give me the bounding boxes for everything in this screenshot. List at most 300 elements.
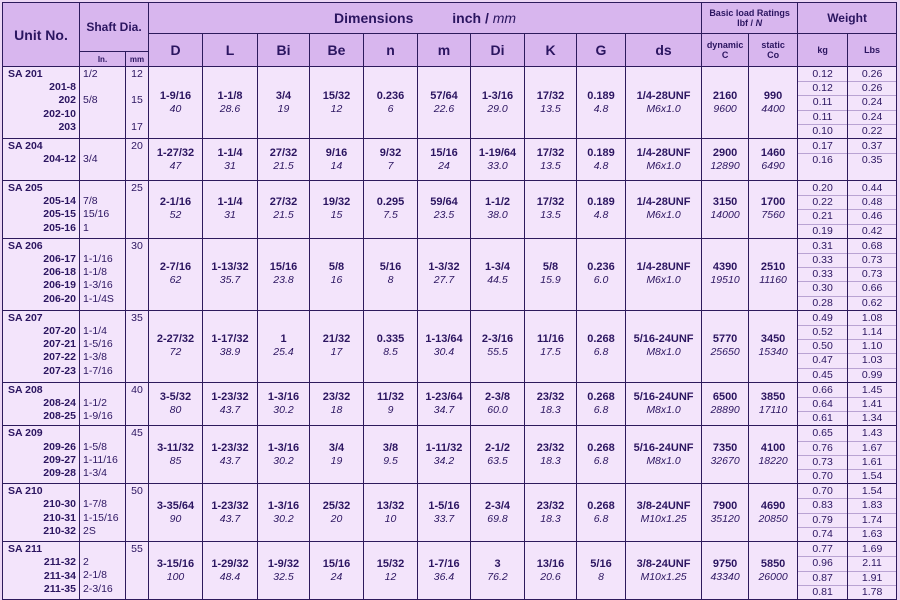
dim-col-header: Di <box>471 34 525 67</box>
unit-group-row <box>3 139 897 181</box>
dim-inch: 11/32 <box>377 391 404 404</box>
weight-value: 0.73 <box>798 456 847 470</box>
unit-number: 207-21 <box>43 338 76 351</box>
dim-mm: 6.8 <box>593 346 609 359</box>
dim-mm: 4.8 <box>593 102 609 115</box>
dim-inch: 1 <box>280 333 287 346</box>
dim-inch: 5/16-24UNF <box>633 333 694 346</box>
dim-cell-be <box>310 238 364 310</box>
shaft-inch: 2-1/8 <box>83 569 107 582</box>
dim-mm: M6x1.0 <box>646 102 681 115</box>
weight-value: 0.45 <box>812 368 833 381</box>
unit-group-row <box>3 310 897 382</box>
weight-kg <box>798 238 848 310</box>
static-rating <box>749 238 798 310</box>
dim-mm: 13.5 <box>540 159 561 172</box>
dynamic-lbf: 2900 <box>712 146 738 159</box>
weight-value: 0.22 <box>798 196 847 210</box>
dim-cell-n <box>364 139 418 181</box>
shaft-inch: 5/8 <box>83 94 98 107</box>
dim-cell-l <box>203 382 258 426</box>
dim-cell-n <box>364 382 418 426</box>
dim-cell-k <box>525 67 577 139</box>
dim-inch: 2-7/16 <box>159 261 192 274</box>
dim-inch: 3-35/64 <box>156 499 195 512</box>
dim-cell-bi <box>258 310 310 382</box>
dim-mm: 18.3 <box>540 512 561 525</box>
dim-cell-l <box>203 310 258 382</box>
dim-mm: 44.5 <box>487 274 508 287</box>
dynamic-n: 25650 <box>710 346 740 359</box>
static-lbf: 3450 <box>760 333 786 346</box>
dim-cell-n <box>364 484 418 542</box>
dim-cell-ds <box>626 542 702 600</box>
dim-cell-di <box>471 67 525 139</box>
dim-cell-n <box>364 67 418 139</box>
unit-group-row <box>3 542 897 600</box>
dim-inch: 0.236 <box>587 261 615 274</box>
weight-kg <box>798 382 848 426</box>
dim-mm: 100 <box>166 570 185 583</box>
weight-value: 0.42 <box>861 224 883 237</box>
dim-cell-be <box>310 382 364 426</box>
weight-value: 0.77 <box>798 543 847 557</box>
dim-cell-d <box>149 181 203 239</box>
dim-mm: 34.2 <box>433 454 455 467</box>
dynamic-n: 9600 <box>713 102 737 115</box>
dynamic-n: 43340 <box>710 570 740 583</box>
dim-cell-g <box>577 310 626 382</box>
dim-cell-be <box>310 484 364 542</box>
static-lbf: 4100 <box>760 441 786 454</box>
dim-mm: 60.0 <box>487 404 508 417</box>
dim-cell-d <box>149 382 203 426</box>
weight-value: 0.64 <box>798 398 847 412</box>
dim-inch: 3/8-24UNF <box>636 557 691 570</box>
dim-cell-l <box>203 484 258 542</box>
dim-mm: 18.3 <box>540 454 561 467</box>
dim-mm: 30.4 <box>433 346 455 359</box>
shaft-inch <box>83 121 125 134</box>
unit-group-row <box>3 238 897 310</box>
dim-inch: 17/32 <box>536 196 565 209</box>
dynamic-lbf: 3150 <box>712 196 738 209</box>
weight-value: 0.17 <box>798 140 847 154</box>
weight-kg <box>798 542 848 600</box>
dim-cell-k <box>525 382 577 426</box>
dim-inch: 57/64 <box>430 89 458 102</box>
dim-mm: 80 <box>169 404 182 417</box>
unit-group-row <box>3 484 897 542</box>
dim-cell-bi <box>258 181 310 239</box>
unit-group-row <box>3 382 897 426</box>
dynamic-n: 14000 <box>710 209 740 222</box>
shaft-inch-values <box>80 542 126 600</box>
unit-number: 207-23 <box>43 364 76 377</box>
unit-number: 205-14 <box>43 195 76 208</box>
weight-value: 0.16 <box>812 154 833 167</box>
dim-mm: 18.3 <box>540 404 561 417</box>
static-lbf: 2510 <box>760 261 786 274</box>
dim-inch: 5/16 <box>379 261 402 274</box>
weight-value: 1.54 <box>861 470 883 483</box>
unit-number: 207-20 <box>43 325 76 338</box>
dim-cell-be <box>310 542 364 600</box>
shaft-inch: 1-1/8 <box>83 266 107 279</box>
dim-mm: 69.8 <box>487 512 508 525</box>
unit-number: SA 201 <box>8 68 43 80</box>
unit-number: SA 207 <box>8 311 43 324</box>
unit-numbers <box>3 426 80 484</box>
dynamic-lbf: 5770 <box>712 333 738 346</box>
dim-mm: M10x1.25 <box>640 570 687 583</box>
weight-value: 0.83 <box>798 499 847 513</box>
unit-group-row <box>3 426 897 484</box>
dim-mm: M6x1.0 <box>646 159 681 172</box>
unit-group-row <box>3 181 897 239</box>
dim-cell-ds <box>626 139 702 181</box>
dim-col-header: n <box>364 34 418 67</box>
dim-inch: 5/16-24UNF <box>633 441 694 454</box>
dim-inch: 1-29/32 <box>211 557 249 570</box>
dim-inch: 1/4-28UNF <box>636 261 691 274</box>
unit-number: 208-25 <box>43 410 76 423</box>
weight-value: 1.69 <box>848 543 896 557</box>
shaft-inch: 1-1/16 <box>83 253 113 266</box>
dim-cell-k <box>525 139 577 181</box>
dim-inch: 3/4 <box>275 89 292 102</box>
static-rating <box>749 67 798 139</box>
shaft-inch <box>83 543 125 556</box>
dim-col-header: Be <box>310 34 364 67</box>
weight-value: 0.73 <box>848 268 896 282</box>
shaft-inch: 1-3/4 <box>83 467 107 480</box>
weight-value: 0.11 <box>798 96 847 110</box>
static-n: 20850 <box>758 512 788 525</box>
dim-cell-l <box>203 67 258 139</box>
bearing-spec-table <box>2 2 897 600</box>
dim-mm: 6.8 <box>593 404 609 417</box>
dim-cell-ds <box>626 484 702 542</box>
shaft-inch <box>83 182 125 195</box>
unit-number: 210-31 <box>43 511 76 524</box>
dim-inch: 15/32 <box>322 89 351 102</box>
shaft-inch <box>83 240 125 253</box>
weight-lbs <box>848 238 897 310</box>
dim-mm: 9 <box>387 404 394 417</box>
dim-inch: 1-3/16 <box>267 391 300 404</box>
dim-col-header: D <box>149 34 203 67</box>
weight-value: 1.45 <box>848 384 896 398</box>
shaft-inch: 1 <box>83 221 89 234</box>
dim-mm: 48.4 <box>219 570 241 583</box>
unit-number: 206-19 <box>43 279 76 292</box>
dim-mm: 6.8 <box>593 512 609 525</box>
dynamic-n: 19510 <box>710 274 740 287</box>
dim-inch: 1/4-28UNF <box>636 196 691 209</box>
dim-mm: 55.5 <box>487 346 508 359</box>
weight-value: 0.62 <box>861 296 883 309</box>
static-lbf: 4690 <box>760 499 786 512</box>
dim-cell-di <box>471 542 525 600</box>
weight-lbs <box>848 67 897 139</box>
dim-inch: 19/32 <box>322 196 351 209</box>
unit-number: 210-32 <box>43 524 76 537</box>
dynamic-lbf: 7900 <box>712 499 738 512</box>
static-n: 26000 <box>758 570 788 583</box>
static-lbf: 1700 <box>760 196 786 209</box>
dim-cell-g <box>577 426 626 484</box>
unit-numbers <box>3 139 80 181</box>
dynamic-lbf: 7350 <box>712 441 738 454</box>
dim-inch: 3/8-24UNF <box>636 499 691 512</box>
weight-value: 0.76 <box>798 442 847 456</box>
dim-mm: 15.9 <box>540 274 561 287</box>
dim-mm: 18 <box>330 404 343 417</box>
dim-cell-bi <box>258 542 310 600</box>
weight-value: 0.26 <box>848 68 896 82</box>
shaft-mm: 35 <box>126 310 149 382</box>
unit-numbers <box>3 67 80 139</box>
dim-cell-m <box>418 67 471 139</box>
weight-value: 0.61 <box>812 412 833 425</box>
dim-inch: 11/16 <box>537 333 564 346</box>
shaft-mm: 55 <box>126 542 149 600</box>
weight-lbs <box>848 139 897 181</box>
shaft-inch: 1-5/8 <box>83 440 107 453</box>
dim-mm: 28.6 <box>219 102 241 115</box>
weight-value: 0.11 <box>798 111 847 125</box>
static-n: 11160 <box>759 274 787 287</box>
dim-cell-d <box>149 238 203 310</box>
weight-value: 0.47 <box>798 354 847 368</box>
dim-inch: 5/16 <box>590 557 612 570</box>
weight-header: Weight <box>798 3 897 34</box>
dim-inch: 0.189 <box>587 89 615 102</box>
shaft-inch: 1-11/16 <box>83 453 118 466</box>
dim-mm: 21.5 <box>273 209 294 222</box>
weight-value: 0.33 <box>798 268 847 282</box>
unit-number: 210-30 <box>43 498 76 511</box>
dynamic-lbf: 2160 <box>712 89 738 102</box>
dim-cell-m <box>418 181 471 239</box>
unit-number: 204-12 <box>43 153 76 166</box>
dynamic-rating <box>702 484 749 542</box>
dim-inch: 27/32 <box>269 146 298 159</box>
weight-value: 0.10 <box>812 124 833 137</box>
unit-number: 205-15 <box>43 208 76 221</box>
dim-inch: 9/32 <box>379 146 402 159</box>
dim-mm: 4.8 <box>593 159 609 172</box>
dim-inch: 0.335 <box>376 333 405 346</box>
dim-col-header: ds <box>626 34 702 67</box>
dim-mm: 36.4 <box>433 570 455 583</box>
shaft-inch-values <box>80 181 126 239</box>
dim-inch: 1-9/16 <box>159 89 192 102</box>
dim-inch: 1/4-28UNF <box>636 146 691 159</box>
dim-mm: 90 <box>169 512 182 525</box>
dim-col-header: Bi <box>258 34 310 67</box>
dim-cell-ds <box>626 67 702 139</box>
dim-mm: 16 <box>330 274 343 287</box>
weight-value: 0.24 <box>848 96 896 110</box>
dim-inch: 1-19/64 <box>478 146 517 159</box>
shaft-inch: 1-1/2 <box>83 397 107 410</box>
dim-inch: 2-27/32 <box>156 333 195 346</box>
dim-inch: 27/32 <box>269 196 298 209</box>
dynamic-rating <box>702 139 749 181</box>
dim-inch: 15/16 <box>322 557 351 570</box>
static-n: 17110 <box>758 404 788 417</box>
dim-col-header: L <box>203 34 258 67</box>
shaft-inch: 1-3/16 <box>83 279 113 292</box>
dim-mm: 19 <box>277 102 290 115</box>
dim-mm: 17.5 <box>540 346 561 359</box>
unit-number: 209-28 <box>43 467 76 480</box>
dim-mm: 35.7 <box>219 274 241 287</box>
weight-value: 0.20 <box>798 182 847 196</box>
weight-value: 0.12 <box>798 82 847 96</box>
dim-cell-ds <box>626 426 702 484</box>
weight-value: 1.83 <box>848 499 896 513</box>
dim-inch: 13/32 <box>376 499 405 512</box>
dynamic-n: 28890 <box>710 404 740 417</box>
dim-inch: 9/16 <box>325 146 348 159</box>
dim-cell-l <box>203 181 258 239</box>
shaft-inch: 1-7/16 <box>83 364 113 377</box>
dim-inch: 2-3/8 <box>484 391 511 404</box>
dim-mm: 24 <box>438 159 450 172</box>
dim-mm: 10 <box>384 512 397 525</box>
static-rating <box>749 542 798 600</box>
unit-numbers <box>3 181 80 239</box>
shaft-inch <box>83 108 125 121</box>
dim-inch: 3-15/16 <box>156 557 195 570</box>
weight-value: 0.73 <box>848 254 896 268</box>
dim-mm: 24 <box>330 570 343 583</box>
weight-kg <box>798 310 848 382</box>
shaft-inch <box>83 384 125 397</box>
dim-mm: 23.8 <box>273 274 294 287</box>
dim-inch: 1-3/16 <box>267 499 300 512</box>
dim-inch: 17/32 <box>536 146 565 159</box>
dim-cell-d <box>149 426 203 484</box>
weight-kg <box>798 139 848 181</box>
dim-mm: 12 <box>330 102 343 115</box>
dim-inch: 0.189 <box>587 196 615 209</box>
dim-inch: 21/32 <box>322 333 351 346</box>
dim-mm: M8x1.0 <box>646 454 681 467</box>
unit-number: SA 210 <box>8 485 43 498</box>
unit-number: SA 209 <box>8 427 43 440</box>
dim-cell-ds <box>626 310 702 382</box>
dim-cell-g <box>577 181 626 239</box>
dim-inch: 2-1/2 <box>484 441 511 454</box>
weight-lbs <box>848 426 897 484</box>
unit-number: 201-8 <box>49 81 76 94</box>
dim-mm: 34.7 <box>433 404 455 417</box>
dim-cell-di <box>471 382 525 426</box>
dim-cell-n <box>364 181 418 239</box>
weight-value: 1.67 <box>848 442 896 456</box>
dim-cell-be <box>310 181 364 239</box>
static-n: 7560 <box>761 209 785 222</box>
static-rating <box>749 139 798 181</box>
shaft-inch-values <box>80 484 126 542</box>
dim-cell-d <box>149 310 203 382</box>
dynamic-n: 35120 <box>710 512 740 525</box>
weight-value: 1.14 <box>848 326 896 340</box>
dim-mm: 38.9 <box>219 346 241 359</box>
dim-mm: 30.2 <box>273 512 294 525</box>
dim-cell-be <box>310 139 364 181</box>
dim-cell-k <box>525 426 577 484</box>
dim-inch: 23/32 <box>536 441 565 454</box>
static-rating <box>749 484 798 542</box>
unit-numbers <box>3 542 80 600</box>
unit-number: SA 205 <box>8 182 43 195</box>
shaft-mm: 12 15 17 <box>126 67 149 139</box>
weight-value: 0.79 <box>798 514 847 528</box>
weight-value: 0.26 <box>848 82 896 96</box>
unit-number: 211-35 <box>43 582 76 595</box>
dynamic-lbf: 9750 <box>712 557 738 570</box>
shaft-inch <box>83 312 125 325</box>
dim-mm: 23.5 <box>433 209 455 222</box>
dim-cell-l <box>203 139 258 181</box>
weight-value: 0.65 <box>798 427 847 441</box>
unit-number: SA 208 <box>8 383 43 396</box>
dim-inch: 0.236 <box>376 89 405 102</box>
weight-value: 0.81 <box>812 585 833 598</box>
dim-mm: 43.7 <box>219 512 241 525</box>
weight-value: 0.28 <box>812 296 833 309</box>
weight-value: 0.30 <box>798 282 847 296</box>
static-rating <box>749 426 798 484</box>
dim-mm: 13.5 <box>540 102 561 115</box>
dim-cell-n <box>364 310 418 382</box>
shaft-inch <box>83 427 125 440</box>
dim-inch: 2-3/4 <box>484 499 511 512</box>
dim-cell-d <box>149 484 203 542</box>
dim-mm: 33.7 <box>433 512 455 525</box>
dim-inch: 1-7/16 <box>428 557 460 570</box>
unit-number: 208-24 <box>43 397 76 410</box>
shaft-inch <box>83 140 125 153</box>
shaft-inch: 2S <box>83 524 96 537</box>
dim-inch: 3-11/32 <box>157 441 194 454</box>
dim-inch: 13/16 <box>536 557 565 570</box>
dim-inch: 1-3/4 <box>484 261 511 274</box>
unit-number: 211-34 <box>43 569 76 582</box>
dim-mm: 13.5 <box>540 209 561 222</box>
dim-cell-k <box>525 181 577 239</box>
weight-value: 0.70 <box>798 485 847 499</box>
weight-value: 1.10 <box>848 340 896 354</box>
dim-mm: M8x1.0 <box>646 346 681 359</box>
shaft-inch: 1-15/16 <box>83 511 119 524</box>
dim-inch: 1-23/32 <box>211 499 249 512</box>
unit-number: 203 <box>58 120 76 133</box>
unit-group-row <box>3 67 897 139</box>
dim-inch: 1-3/32 <box>428 261 460 274</box>
shaft-mm-header: mm <box>126 52 149 67</box>
dim-mm: 40 <box>169 102 182 115</box>
dim-cell-g <box>577 542 626 600</box>
dim-cell-m <box>418 382 471 426</box>
shaft-mm: 30 <box>126 238 149 310</box>
static-lbf: 1460 <box>760 146 786 159</box>
